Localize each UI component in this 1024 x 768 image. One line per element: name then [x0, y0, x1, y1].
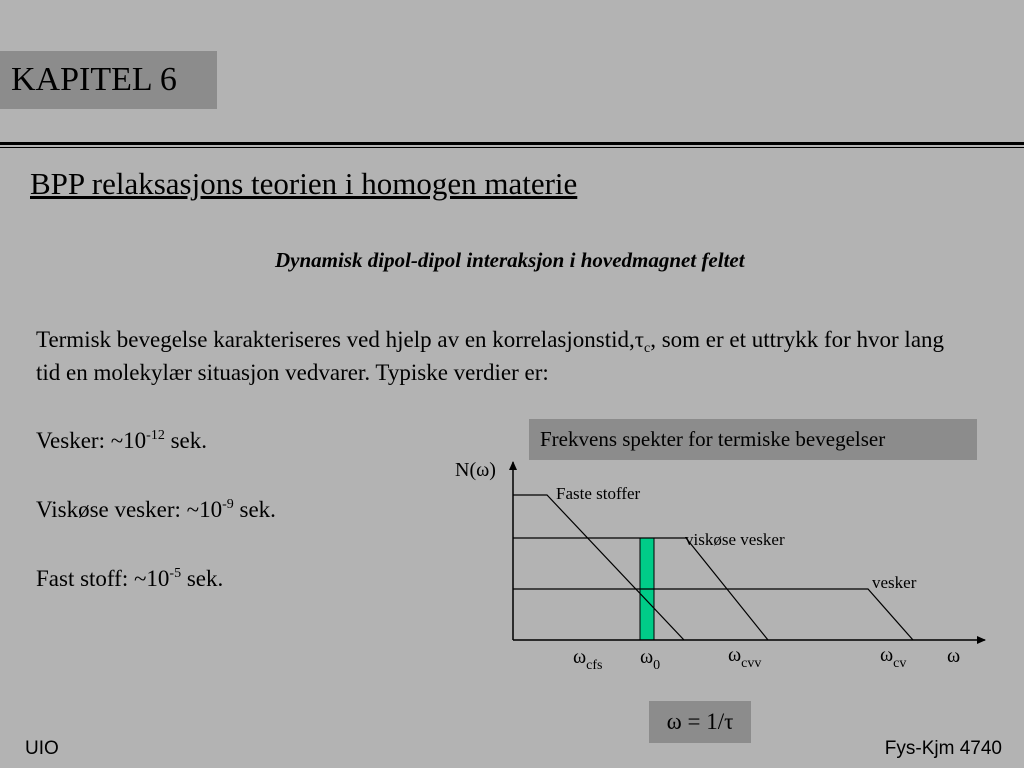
- tick-omega-0: [640, 646, 660, 673]
- tick-base: ω: [640, 646, 654, 668]
- tick-sub: cfs: [586, 658, 603, 673]
- tick-omega-cfs: [573, 646, 603, 673]
- value-unit: sek.: [164, 428, 208, 453]
- footer-right: Fys-Kjm 4740: [884, 738, 1002, 759]
- x-axis-label: ω: [947, 645, 961, 667]
- tick-base: ω: [880, 644, 894, 666]
- footer-left: UIO: [25, 738, 59, 759]
- y-axis-label: N(ω): [455, 459, 496, 481]
- paragraph-part2: , som er et uttrykk for hvor lang tid en molekylær situasjon vedvarer. Typiske verdier er:: [36, 327, 945, 385]
- paragraph-part1: Termisk bevegelse karakteriseres ved hjelp av en korrelasjonstid,τ: [36, 327, 644, 352]
- section-title: BPP relaksasjons teorien i homogen materie: [30, 166, 578, 201]
- curve-solids: [513, 495, 684, 640]
- value-unit: sek.: [181, 566, 224, 591]
- value-label: Viskøse vesker: ~10: [36, 497, 223, 522]
- formula-box: ω = 1/τ: [649, 701, 751, 743]
- curve-liquids: [513, 589, 913, 640]
- value-unit: sek.: [233, 497, 276, 522]
- tick-sub: cv: [893, 656, 907, 671]
- paragraph-subscript: c: [643, 341, 651, 356]
- tick-base: ω: [573, 646, 587, 668]
- tick-sub: cvv: [741, 656, 762, 671]
- tick-omega-cv: [880, 644, 906, 671]
- value-exponent: -12: [146, 428, 165, 443]
- chapter-title: KAPITEL 6: [0, 51, 217, 109]
- value-exponent: -5: [169, 566, 182, 581]
- tick-sub: 0: [653, 658, 661, 673]
- value-label: Vesker: ~10: [36, 428, 147, 453]
- subtitle: Dynamisk dipol-dipol interaksjon i hovedmagnet feltet: [275, 248, 745, 272]
- tick-base: ω: [728, 644, 742, 666]
- value-label: Fast stoff: ~10: [36, 566, 170, 591]
- label-viscous: viskøse vesker: [685, 530, 785, 549]
- label-solids: Faste stoffer: [556, 484, 641, 503]
- value-exponent: -9: [222, 497, 234, 512]
- tick-omega-cvv: [728, 644, 761, 671]
- spectrum-caption: Frekvens spekter for termiske bevegelser: [529, 419, 977, 460]
- label-liquids: vesker: [872, 573, 917, 592]
